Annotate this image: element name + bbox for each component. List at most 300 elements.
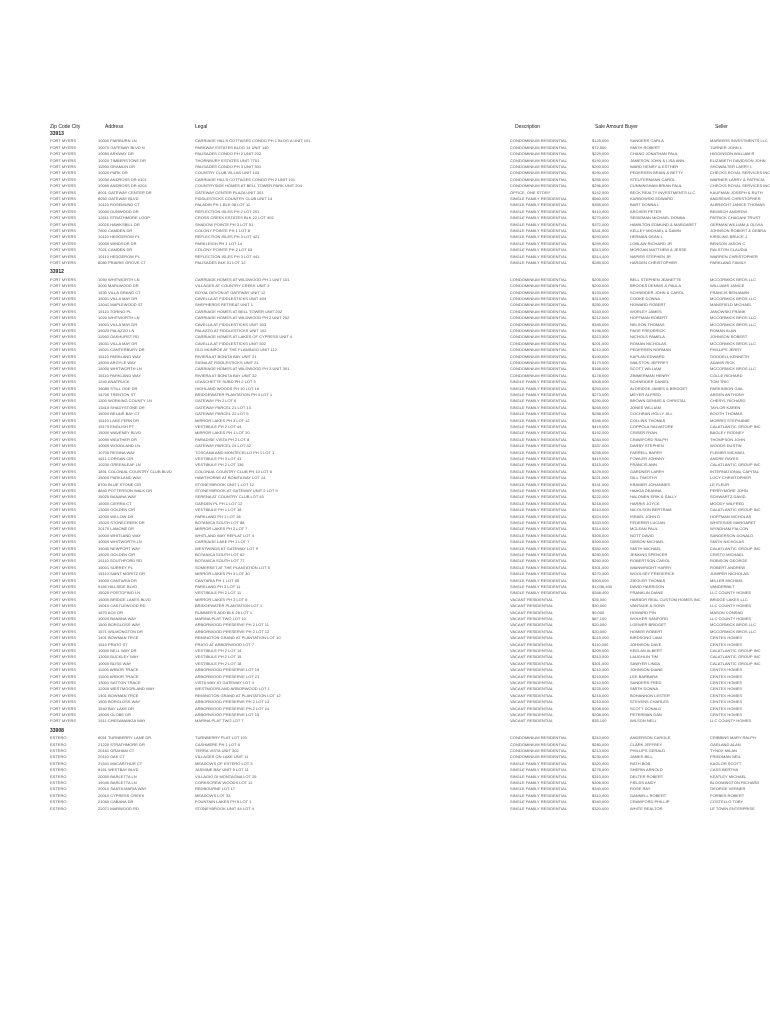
cell-seller: CENTEX HOMES bbox=[710, 635, 743, 641]
cell-description: CONDOMINIUM RESIDENTIAL bbox=[510, 315, 567, 321]
cell-amount: $72,500 bbox=[592, 144, 607, 150]
cell-address: 8051 TURNBERRY LANE DR bbox=[98, 735, 152, 741]
cell-buyer: CRAWFORD RALPH bbox=[630, 436, 668, 442]
cell-buyer: BROWN DENNIS & CHRISTAL bbox=[630, 398, 686, 404]
cell-legal: CARRIAGE HOMES AT WILDWOOD PH 2 UNIT 202 bbox=[195, 315, 290, 321]
cell-amount: $352,000 bbox=[592, 545, 609, 551]
cell-legal: ARBORWOOD PRESERVE PH 2 LOT 11 bbox=[195, 622, 269, 628]
cell-seller: PARKLAND FAMILY bbox=[710, 260, 747, 265]
cell-seller: GODDELL KENNETH bbox=[710, 353, 750, 359]
cell-description: CONDOMINIUM RESIDENTIAL bbox=[510, 151, 567, 157]
cell-description: SINGLE FAMILY RESIDENTIAL bbox=[510, 520, 567, 525]
cell-buyer: ROMAN NICHOLAS bbox=[630, 340, 667, 346]
cell-city: FORT MYERS bbox=[50, 308, 77, 314]
cell-buyer: CRISER RYAN bbox=[630, 430, 657, 436]
cell-address: 10110 ROSEMUND CT bbox=[98, 202, 140, 208]
cell-address: 20050 BARLETTA LN bbox=[98, 773, 137, 779]
cell-description: SINGLE FAMILY RESIDENTIAL bbox=[510, 398, 567, 404]
cell-buyer: WOLKER SANFORD bbox=[630, 616, 669, 621]
cell-buyer: LEE BARBARA bbox=[630, 673, 658, 679]
cell-description: CONDOMINIUM RESIDENTIAL bbox=[510, 360, 567, 365]
cell-amount: $303,000 bbox=[592, 577, 609, 583]
cell-address: 8840 POTTERSON WALK DR bbox=[98, 488, 153, 493]
cell-amount: $265,000 bbox=[592, 404, 609, 410]
cell-city: FORT MYERS bbox=[50, 590, 77, 596]
cell-legal: VESTIBULE PH 2 LOT 14 bbox=[195, 648, 242, 653]
cell-address: 15020 STONECREEK DR bbox=[98, 520, 145, 525]
header-legal: Legal bbox=[195, 124, 208, 130]
cell-legal: MIRROR LAKES PH 1 LOT 20 bbox=[195, 430, 250, 436]
cell-amount: $324,000 bbox=[592, 513, 609, 519]
cell-city: FORT MYERS bbox=[50, 622, 77, 628]
cell-seller: FLEMER MICHAEL bbox=[710, 449, 746, 455]
cell-legal: COLONY POINTE PH 2 LOT 63 bbox=[195, 247, 253, 253]
cell-description: SINGLE FAMILY RESIDENTIAL bbox=[510, 417, 567, 423]
cell-buyer: GARDNER LARRY bbox=[630, 468, 665, 474]
cell-legal: ARBORWOOD PRESERVE LOT 15 bbox=[195, 712, 260, 717]
cell-seller: KAUFMAN JOSEPH & RUTH bbox=[710, 189, 763, 195]
cell-description: CONDOMINIUM RESIDENTIAL bbox=[510, 321, 567, 327]
cell-amount: $313,500 bbox=[592, 334, 609, 340]
cell-amount: $229,000 bbox=[592, 151, 609, 157]
cell-legal: REFLECTION ISLES PH 3 LOT 441 bbox=[195, 253, 260, 259]
cell-address: 10030 ANDROSS DR #101 bbox=[98, 176, 147, 182]
cell-address: 12000 WESTMOORLAND WAY bbox=[98, 686, 155, 692]
cell-address: 15000 ARGYLE WAY bbox=[98, 360, 137, 365]
cell-address: 1020 WHITWORTH LN bbox=[98, 315, 140, 321]
cell-seller: KEATLEY MICHAEL bbox=[710, 773, 747, 779]
cell-city: FORT MYERS bbox=[50, 385, 77, 391]
cell-description: VACANT RESIDENTIAL bbox=[510, 712, 554, 717]
cell-buyer: KRAMER JOHANNES bbox=[630, 481, 671, 487]
cell-amount: $200,000 bbox=[592, 164, 609, 169]
cell-seller: GARLAND ALAN bbox=[710, 741, 741, 747]
header-seller: Seller bbox=[715, 124, 728, 130]
cell-address: 13001 SATTON TRACE bbox=[98, 680, 141, 685]
cell-city: FORT MYERS bbox=[50, 321, 77, 327]
cell-amount: $125,000 bbox=[592, 138, 609, 144]
cell-city: FORT MYERS bbox=[50, 164, 77, 169]
cell-amount: $333,000 bbox=[592, 520, 609, 525]
cell-buyer: WARD HENRY & ESTHER bbox=[630, 164, 679, 169]
cell-amount: $320,000 bbox=[592, 760, 609, 766]
cell-seller: MCCORMICK BROS LLC bbox=[710, 622, 757, 628]
cell-city: FORT MYERS bbox=[50, 328, 77, 333]
cell-legal: VESTIBULE PH 2 LOT 44 bbox=[195, 424, 242, 429]
cell-amount: $142,000 bbox=[592, 189, 609, 195]
cell-address: 1511 CHESAMANGA WAY bbox=[98, 718, 146, 724]
cell-city: ESTERO bbox=[50, 799, 67, 805]
cell-buyer: SHERIN ARNOLD bbox=[630, 767, 663, 773]
cell-description: SINGLE FAMILY RESIDENTIAL bbox=[510, 805, 567, 811]
cell-amount: $209,000 bbox=[592, 648, 609, 653]
cell-buyer: WAINWRIGHT HARRY bbox=[630, 564, 672, 570]
cell-seller: BRIDGE LAKES LLC bbox=[710, 596, 748, 602]
cell-buyer: HAAGA DEANNA bbox=[630, 488, 662, 493]
cell-city: FORT MYERS bbox=[50, 648, 77, 653]
cell-address: 15000 BELAIR BAY CT bbox=[98, 411, 140, 417]
cell-seller: CALATLANTIC GROUP INC bbox=[710, 654, 761, 660]
cell-address: 8161 WESTBAY BLVD bbox=[98, 767, 139, 773]
cell-legal: MEADOWS LOT 33 bbox=[195, 792, 231, 798]
cell-amount: $253,000 bbox=[592, 385, 609, 391]
cell-amount: $278,000 bbox=[592, 767, 609, 773]
cell-buyer: PEDERSEN NORMAN bbox=[630, 347, 671, 353]
cell-address: 15020 PALAZZO LN bbox=[98, 328, 135, 333]
cell-description: SINGLE FAMILY RESIDENTIAL bbox=[510, 545, 567, 551]
cell-address: 1540 BAY LAKE DR bbox=[98, 705, 134, 711]
cell-buyer: PETERMAN DAN bbox=[630, 712, 662, 717]
cell-address: 1571 WILMONGTON DR bbox=[98, 628, 143, 634]
cell-address: 13000 GOLDEN CIR bbox=[98, 507, 136, 513]
cell-legal: WESTMOORLAND ARBORWOOD LOT 1 bbox=[195, 686, 270, 692]
cell-address: 20161 GRAHAM CT bbox=[98, 748, 135, 753]
cell-city: FORT MYERS bbox=[50, 215, 77, 221]
cell-amount: $345,000 bbox=[592, 321, 609, 327]
cell-city: FORT MYERS bbox=[50, 449, 77, 455]
cell-legal: RUMMER'S ADD BLK 26 LOT 1 bbox=[195, 609, 253, 615]
cell-description: VACANT RESIDENTIAL bbox=[510, 680, 554, 685]
cell-legal: REFLECTION ISLES PH 3 LOT 421 bbox=[195, 234, 260, 240]
cell-description: SINGLE FAMILY RESIDENTIAL bbox=[510, 260, 567, 265]
cell-buyer: ROBERTSON CAROL bbox=[630, 558, 671, 564]
cell-city: FORT MYERS bbox=[50, 240, 77, 246]
cell-city: FORT MYERS bbox=[50, 183, 77, 189]
cell-buyer: BOHANNON LESTER bbox=[630, 692, 670, 698]
cell-buyer: SCHNEIDER DANIEL bbox=[630, 379, 670, 385]
cell-legal: LEASCHETTE SUBD PH 2 LOT 3 bbox=[195, 379, 256, 385]
cell-buyer: ARCHER PETER bbox=[630, 208, 662, 214]
cell-legal: BOTANICA SOUTH LOT 62 bbox=[195, 552, 245, 557]
cell-legal: GATEWAY CENTER PLAZA UNIT 301 bbox=[195, 189, 264, 195]
cell-seller: ADAMS RICK bbox=[710, 360, 735, 365]
cell-city: FORT MYERS bbox=[50, 340, 77, 346]
cell-seller: COLLE RICHARD bbox=[710, 372, 743, 378]
cell-seller: ROMAN ALAN bbox=[710, 328, 737, 333]
cell-address: 15110 PARKLAND WAY bbox=[98, 372, 141, 378]
cell-legal: VILLAGES AT COUNTRY CREEK UNIT 3 bbox=[195, 283, 270, 289]
cell-seller: CENTEX HOMES bbox=[710, 686, 743, 692]
cell-description: CONDOMINIUM RESIDENTIAL bbox=[510, 328, 567, 333]
cell-buyer: HOWARD PIN bbox=[630, 609, 656, 615]
cell-amount: $141,000 bbox=[592, 481, 609, 487]
cell-address: 15110 SOUTHFORD RD bbox=[98, 558, 143, 564]
cell-address: 8050 GATEWAY BLVD bbox=[98, 196, 139, 201]
cell-amount: $35,100 bbox=[592, 718, 607, 724]
cell-description: SINGLE FAMILY RESIDENTIAL bbox=[510, 475, 567, 481]
cell-legal: CARRIAGE HOMES AT BELL TOWER UNIT 202 bbox=[195, 308, 283, 314]
cell-city: ESTERO bbox=[50, 748, 67, 753]
cell-seller: ALBRECHT JANICE THOMAS bbox=[710, 202, 765, 208]
cell-address: 1611 CORGAN CIR bbox=[98, 456, 134, 461]
cell-buyer: HAMILTON EDMUND & MARGARET bbox=[630, 221, 697, 227]
cell-amount: $133,000 bbox=[592, 289, 609, 295]
cell-description: CONDOMINIUM RESIDENTIAL bbox=[510, 366, 567, 372]
cell-city: FORT MYERS bbox=[50, 468, 77, 474]
cell-city: FORT MYERS bbox=[50, 366, 77, 372]
cell-city: FORT MYERS bbox=[50, 443, 77, 449]
cell-address: 1401 BOWMAN TRCE bbox=[98, 692, 139, 698]
cell-legal: CARRIAGE HOMES AT WILDWOOD PH 3 UNIT 301 bbox=[195, 366, 290, 372]
cell-buyer: PEDERSEN BRIAN & BETTY bbox=[630, 170, 684, 176]
cell-seller: CALATLANTIC GROUP INC bbox=[710, 507, 761, 513]
cell-amount: $372,000 bbox=[592, 221, 609, 227]
cell-buyer: HARBOR REAL CUSTOM HOMES INC bbox=[630, 596, 701, 602]
cell-description: VACANT RESIDENTIAL bbox=[510, 667, 554, 673]
cell-amount: $190,000 bbox=[592, 353, 609, 359]
cell-legal: REDBOURNE LOT 17 bbox=[195, 786, 235, 792]
cell-description: SINGLE FAMILY RESIDENTIAL bbox=[510, 430, 567, 436]
cell-amount: $255,000 bbox=[592, 176, 609, 182]
cell-description: VACANT RESIDENTIAL bbox=[510, 603, 554, 609]
cell-legal: CANTARIA PH 1 LOT 55 bbox=[195, 577, 240, 583]
cell-address: 21541 MACARTHUR CT bbox=[98, 760, 143, 766]
cell-buyer: COCHRAN HOLLY JILL bbox=[630, 411, 673, 417]
cell-seller: WYNDHAM FALCON bbox=[710, 526, 749, 532]
cell-description: CONDOMINIUM RESIDENTIAL bbox=[510, 735, 567, 741]
cell-address: 21220 STRATHMORE DR bbox=[98, 741, 145, 747]
cell-address: 10000 WHITLAND WAY bbox=[98, 532, 141, 538]
cell-amount: $296,000 bbox=[592, 183, 609, 189]
cell-seller: KAGLOR SCOTT bbox=[710, 760, 742, 766]
cell-address: 10000 BLISS WAY bbox=[98, 660, 132, 666]
cell-seller: ELIZABETH DAVIDSON JOHN bbox=[710, 157, 766, 163]
cell-legal: WHITLAND WAY REPLAT LOT 4 bbox=[195, 532, 255, 538]
cell-address: 10000 BELL WAY DR bbox=[98, 648, 137, 653]
cell-seller: CHECKS ROYAL SERVICES INC bbox=[710, 170, 770, 176]
cell-amount: $20,000 bbox=[592, 628, 607, 634]
cell-buyer: HERMAN DEAN L bbox=[630, 234, 663, 240]
cell-description: SINGLE FAMILY RESIDENTIAL bbox=[510, 468, 567, 474]
cell-amount: $215,000 bbox=[592, 692, 609, 698]
cell-buyer: MCLEAN PAUL bbox=[630, 526, 658, 532]
cell-description: SINGLE FAMILY RESIDENTIAL bbox=[510, 786, 567, 792]
zip-group-label: 33908 bbox=[50, 727, 64, 734]
cell-legal: CARRIAGE HOMES AT WILDWOOD PH 1 UNIT 101 bbox=[195, 276, 290, 282]
cell-buyer: CUNNINGHAM BRIAN PAUL bbox=[630, 183, 683, 189]
cell-description: VACANT RESIDENTIAL bbox=[510, 660, 554, 666]
cell-legal: VESTIBULE PH 1 LOT 18 bbox=[195, 507, 242, 513]
cell-city: FORT MYERS bbox=[50, 494, 77, 500]
cell-amount: $250,000 bbox=[592, 302, 609, 308]
cell-buyer: GIBSON MICHAEL bbox=[630, 539, 665, 545]
cell-amount: $20,000 bbox=[592, 622, 607, 628]
cell-legal: VILLAGES ON LAKE UNIT 11 bbox=[195, 754, 249, 760]
cell-amount: $1,036,400 bbox=[592, 584, 613, 589]
cell-buyer: LAUGHLIN TIM bbox=[630, 654, 658, 660]
cell-address: 13000 BUCKLEY WAY bbox=[98, 654, 139, 660]
cell-legal: MIRROR LAKES PH 3 LOT 12 bbox=[195, 417, 250, 423]
cell-city: FORT MYERS bbox=[50, 296, 77, 301]
cell-buyer: KELLEY MICHAEL & DAWN bbox=[630, 228, 681, 233]
cell-address: 15000 WHITWORTH LN bbox=[98, 366, 142, 372]
cell-amount: $210,000 bbox=[592, 699, 609, 705]
cell-city: FORT MYERS bbox=[50, 699, 77, 705]
cell-address: 9150 HILLSIDE BLVD bbox=[98, 584, 138, 589]
cell-seller: JOHNSON ROBERT & DEBRA bbox=[710, 228, 766, 233]
cell-description: CONDOMINIUM RESIDENTIAL bbox=[510, 340, 567, 346]
cell-address: 8080 PRAIRIE GROVE CT bbox=[98, 260, 147, 265]
cell-buyer: BELL STEPHEN JEANETTE bbox=[630, 276, 682, 282]
cell-description: CONDOMINIUM RESIDENTIAL bbox=[510, 308, 567, 314]
cell-seller: WARNER LARRY & PATRICIA bbox=[710, 176, 765, 182]
cell-description: SINGLE FAMILY RESIDENTIAL bbox=[510, 196, 567, 201]
cell-description: SINGLE FAMILY RESIDENTIAL bbox=[510, 411, 567, 417]
cell-city: FORT MYERS bbox=[50, 208, 77, 214]
cell-legal: SIGNA AT FIDDLESTICKS UNIT 21 bbox=[195, 360, 259, 365]
cell-city: FORT MYERS bbox=[50, 417, 77, 423]
cell-city: FORT MYERS bbox=[50, 545, 77, 551]
cell-description: CONDOMINIUM RESIDENTIAL bbox=[510, 353, 567, 359]
cell-city: ESTERO bbox=[50, 760, 67, 766]
cell-address: 20110 OAK CT bbox=[98, 754, 125, 760]
cell-buyer: VANTAGE & SONS bbox=[630, 603, 665, 609]
cell-amount: $30,000 bbox=[592, 603, 607, 609]
cell-legal: FIDDLESTICKS COUNTRY CLUB UNIT 14 bbox=[195, 196, 273, 201]
table-row bbox=[0, 259, 770, 266]
cell-address: 15000 GLOBE DR bbox=[98, 712, 131, 717]
cell-amount: $310,000 bbox=[592, 507, 609, 513]
cell-city: FORT MYERS bbox=[50, 176, 77, 182]
cell-address: 21060 CABANA DR bbox=[98, 799, 134, 805]
cell-address: 10000 FAIRBURN LN bbox=[98, 138, 137, 144]
cell-amount: $315,000 bbox=[592, 462, 609, 468]
cell-address: 8001 GATEWAY CENTER DR bbox=[98, 189, 152, 195]
cell-description: CONDOMINIUM RESIDENTIAL bbox=[510, 283, 567, 289]
cell-amount: $348,400 bbox=[592, 590, 609, 596]
cell-seller: BAGLEY RODNEY bbox=[710, 430, 745, 436]
cell-buyer: MEYER ALFRED bbox=[630, 392, 661, 397]
cell-description: SINGLE FAMILY RESIDENTIAL bbox=[510, 379, 567, 385]
cell-legal: BRIDGEWATER PLANTATION LOT 1 bbox=[195, 603, 263, 609]
cell-city: ESTERO bbox=[50, 754, 67, 760]
cell-address: 12000 WILLOW DR bbox=[98, 513, 134, 519]
cell-buyer: LOEWER BRIDGET bbox=[630, 622, 667, 628]
cell-address: 15020 GOLDEN CIR bbox=[98, 552, 136, 557]
cell-legal: COLONY POINTE PH 1 LOT 8 bbox=[195, 228, 250, 233]
cell-legal: HIGHLAND WOODS PH 10 LOT 16 bbox=[195, 385, 259, 391]
cell-seller: LE FLEUR bbox=[710, 481, 730, 487]
cell-legal: PALAZZO AT FIDDLESTICKS UNIT 102 bbox=[195, 328, 267, 333]
cell-buyer: SEIDEMAN MICHAEL DONNA bbox=[630, 215, 686, 221]
cell-legal: REMINGTON GRAND AT PLANTATION LOT 12 bbox=[195, 692, 281, 698]
cell-description: SINGLE FAMILY RESIDENTIAL bbox=[510, 564, 567, 570]
cell-city: FORT MYERS bbox=[50, 221, 77, 227]
cell-seller: INTERNATIONAL CAPITAL bbox=[710, 468, 760, 474]
cell-seller: ANDREWS CHRISTOPHER bbox=[710, 196, 761, 201]
cell-description: VACANT RESIDENTIAL bbox=[510, 699, 554, 705]
cell-address: 10020 PARK DR bbox=[98, 170, 128, 176]
cell-seller: GEORGE VERNER bbox=[710, 786, 746, 792]
cell-description: VACANT RESIDENTIAL bbox=[510, 648, 554, 653]
cell-description: CONDOMINIUM RESIDENTIAL bbox=[510, 302, 567, 308]
cell-address: 1500 BORGLOSS WAY bbox=[98, 622, 141, 628]
cell-legal: BOTANICA SOUTH LOT 77 bbox=[195, 558, 245, 564]
cell-city: ESTERO bbox=[50, 767, 67, 773]
cell-address: 1510 PRATO ST bbox=[98, 641, 128, 647]
cell-seller: JOHNSON ROBERT bbox=[710, 334, 748, 340]
cell-legal: CARRIAGE HILLS COTTAGES CONDO PH 1 BLDG A UNIT 101 bbox=[195, 138, 311, 144]
cell-address: 15110 LAKE FERN DR bbox=[98, 417, 140, 423]
cell-amount: $419,000 bbox=[592, 424, 609, 429]
cell-amount: $340,000 bbox=[592, 786, 609, 792]
cell-seller: TURNER JOHN L bbox=[710, 144, 743, 150]
cell-buyer: PHILLIPS GERALD bbox=[630, 748, 666, 753]
cell-seller: ARDEN ANTHONY bbox=[710, 392, 745, 397]
cell-legal: COUNTRY CLUB VILLAS UNIT 103 bbox=[195, 170, 260, 176]
cell-city: FORT MYERS bbox=[50, 424, 77, 429]
cell-description: CONDOMINIUM RESIDENTIAL bbox=[510, 144, 567, 150]
cell-description: SINGLE FAMILY RESIDENTIAL bbox=[510, 462, 567, 468]
cell-address: 14700 TRENTON ST bbox=[98, 392, 136, 397]
cell-amount: $289,000 bbox=[592, 260, 609, 265]
cell-buyer: FIELDS ANDY bbox=[630, 780, 657, 785]
cell-amount: $290,000 bbox=[592, 170, 609, 176]
cell-seller: ROBISON GEORGE bbox=[710, 558, 748, 564]
zip-group-label: 33913 bbox=[50, 131, 64, 137]
cell-address: 1891 COLONIAL COUNTRY CLUB BLVD bbox=[98, 468, 172, 474]
zip-group-label: 33912 bbox=[50, 269, 64, 276]
cell-city: ESTERO bbox=[50, 805, 67, 811]
cell-buyer: JONES WILLIAM bbox=[630, 404, 661, 410]
cell-address: 20010 CYPRESS CREEK bbox=[98, 792, 145, 798]
cell-address: 13410 SHADYSTONE DR bbox=[98, 404, 145, 410]
cell-address: 10050 ARKWAY DR bbox=[98, 151, 134, 157]
cell-buyer: HOWARD ROBERT bbox=[630, 302, 666, 308]
cell-description: SINGLE FAMILY RESIDENTIAL bbox=[510, 456, 567, 461]
cell-description: CONDOMINIUM RESIDENTIAL bbox=[510, 748, 567, 753]
cell-buyer: GANNELL ROBERT bbox=[630, 792, 667, 798]
cell-amount: $313,000 bbox=[592, 247, 609, 253]
cell-address: 15040 NEWPORT WAY bbox=[98, 545, 141, 551]
cell-buyer: BIRDSONG LIAM bbox=[630, 635, 662, 641]
cell-amount: $305,000 bbox=[592, 379, 609, 385]
cell-address: 11000 ARBOR TRACE bbox=[98, 667, 139, 673]
cell-seller: CENTEX HOMES bbox=[710, 667, 743, 673]
cell-address: 10110 HEDGEROW PL bbox=[98, 234, 140, 240]
cell-description: VACANT RESIDENTIAL bbox=[510, 616, 554, 621]
cell-buyer: NELSON THOMAS bbox=[630, 321, 665, 327]
cell-amount: $301,000 bbox=[592, 564, 609, 570]
cell-legal: VISTA WAY AT GATEWAY LOT 4 bbox=[195, 680, 254, 685]
cell-buyer: COLLINS THOMAS bbox=[630, 417, 666, 423]
cell-address: 10090 WEATHER DR bbox=[98, 436, 137, 442]
cell-buyer: KARBOWSKI EDWARD bbox=[630, 196, 673, 201]
cell-seller: CHECKS ROYAL SERVICES INC bbox=[710, 183, 770, 189]
cell-buyer: MORGAN MATTHEW & JESSE bbox=[630, 247, 687, 253]
cell-description: SINGLE FAMILY RESIDENTIAL bbox=[510, 404, 567, 410]
cell-description: SINGLE FAMILY RESIDENTIAL bbox=[510, 424, 567, 429]
cell-buyer: WOOLSEY FREDERICK bbox=[630, 571, 675, 577]
cell-seller: CENTEX HOMES bbox=[710, 680, 743, 685]
cell-legal: VESTIBULE PH 3 LOT 41 bbox=[195, 456, 242, 461]
cell-buyer: ZIMMERMAN HENRY bbox=[630, 372, 670, 378]
cell-description: SINGLE FAMILY RESIDENTIAL bbox=[510, 253, 567, 259]
cell-address: 10090 ANDROSS DR #204 bbox=[98, 183, 147, 189]
cell-amount: $208,000 bbox=[592, 705, 609, 711]
cell-address: 11000 ARBOR TRACE bbox=[98, 673, 139, 679]
cell-buyer: ISRAEL JOHN D bbox=[630, 513, 661, 519]
cell-description: CONDOMINIUM RESIDENTIAL bbox=[510, 164, 567, 169]
cell-buyer: CHANG JONATHAN PAUL bbox=[630, 151, 679, 157]
cell-address: 1500 BORGLOSS WAY bbox=[98, 699, 141, 705]
cell-amount: $340,000 bbox=[592, 799, 609, 805]
cell-legal: ROYAL DEVON AT GATEWAY UNIT 12 bbox=[195, 289, 266, 295]
cell-seller: LE TOWN ENTERPRISE bbox=[710, 805, 755, 811]
cell-description: SINGLE FAMILY RESIDENTIAL bbox=[510, 481, 567, 487]
cell-seller: LLC COUNTY HOMES bbox=[710, 590, 752, 596]
cell-city: FORT MYERS bbox=[50, 430, 77, 436]
